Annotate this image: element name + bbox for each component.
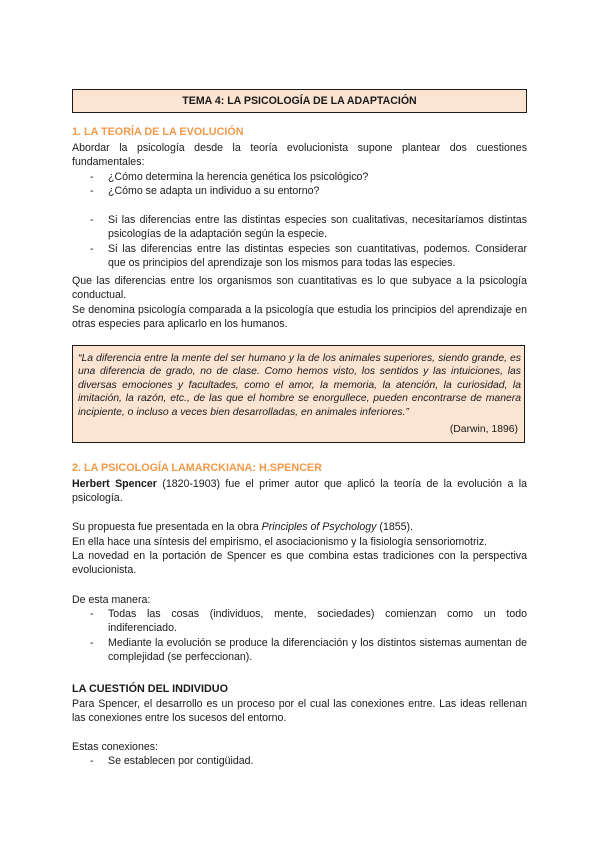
synthesis-line: En ella hace una síntesis del empirismo, el asociacionismo y la fisiología sensoriomotriz. xyxy=(72,536,488,548)
section-heading-evolution: 1. LA TEORÍA DE LA EVOLUCIÓN xyxy=(72,126,244,138)
spencer-points-list xyxy=(72,607,527,665)
section-heading-individual: LA CUESTIÓN DEL INDIVIDUO xyxy=(72,683,228,695)
section3-paragraph-1: Para Spencer, el desarrollo es un proceso por el cual las conexiones entre. Las ideas rellenan las conexiones entre los sucesos del entorno. xyxy=(72,698,527,725)
proposal-pre: Su propuesta fue presentada en la obra xyxy=(72,521,262,533)
section1-intro: Abordar la psicología desde la teoría evolucionista supone plantear dos cuestiones fundamentales: xyxy=(72,142,527,169)
list-item: - Se establecen por contigüidad. xyxy=(72,754,527,768)
list-item: - ¿Cómo determina la herencia genética los psicológico? xyxy=(72,170,527,184)
spencer-name: Herbert Spencer xyxy=(72,478,157,490)
page-title: TEMA 4: LA PSICOLOGÍA DE LA ADAPTACIÓN xyxy=(72,89,527,113)
manner-line: De esta manera: xyxy=(72,594,151,606)
section-heading-spencer: 2. LA PSICOLOGÍA LAMARCKIANA: H.SPENCER xyxy=(72,462,322,474)
section1-paragraph-2: Se denomina psicología comparada a la psicología que estudia los principios del aprendizaje en otras especies para aplicarlo en los humanos. xyxy=(72,304,527,331)
options-list xyxy=(72,213,527,271)
darwin-quote-box xyxy=(72,345,525,443)
list-item: - Si las diferencias entre las distintas especies son cuantitativas, podemos. Considerar que os principios del aprendizaje son los mismos para todas las especies. xyxy=(72,242,527,271)
novelty-paragraph: La novedad en la portación de Spencer es que combina estas tradiciones con la perspectiva evolucionista. xyxy=(72,550,527,577)
proposal-work: Principles of Psychology xyxy=(261,521,377,533)
list-item: - Si las diferencias entre las distintas especies son cualitativas, necesitaríamos distintas psicologías de la adaptación según la especie. xyxy=(72,213,527,242)
quote-citation: (Darwin, 1896) xyxy=(449,423,518,435)
section1-paragraph-1: Que las diferencias entre los organismos son cuantitativas es lo que subyace a la psicología conductual. xyxy=(72,275,527,302)
proposal-line xyxy=(72,520,527,534)
list-item: - Mediante la evolución se produce la diferenciación y los distintos sistemas aumentan de complejidad (se perfeccionan). xyxy=(72,636,527,665)
list-item: - Todas las cosas (individuos, mente, sociedades) comienzan como un todo indiferenciado. xyxy=(72,607,527,636)
list-item: - ¿Cómo se adapta un individuo a su entorno? xyxy=(72,184,527,198)
questions-list xyxy=(72,170,527,199)
proposal-post: (1855). xyxy=(376,521,413,533)
spencer-intro-rest: (1820-1903) fue el primer autor que aplicó la teoría de la evolución a la psicología. xyxy=(72,478,527,505)
section3-paragraph-2: Estas conexiones: xyxy=(72,741,158,753)
quote-text: “La diferencia entre la mente del ser humano y la de los animales superiores, siendo grande, es una diferencia de grado, no de clase. Como hemos visto, los sentidos y las intuiciones, las diversas emociones y facultades, como el amor, la memoria, la atención, la curiosidad, la imitación, la razón, etc., de las que el hombre se enorgullece, pueden encontrarse de manera incipiente, o incluso a veces bien desarrolladas, en animales inferiores.” xyxy=(78,353,521,418)
connections-list xyxy=(72,754,527,768)
spencer-intro xyxy=(72,477,527,506)
